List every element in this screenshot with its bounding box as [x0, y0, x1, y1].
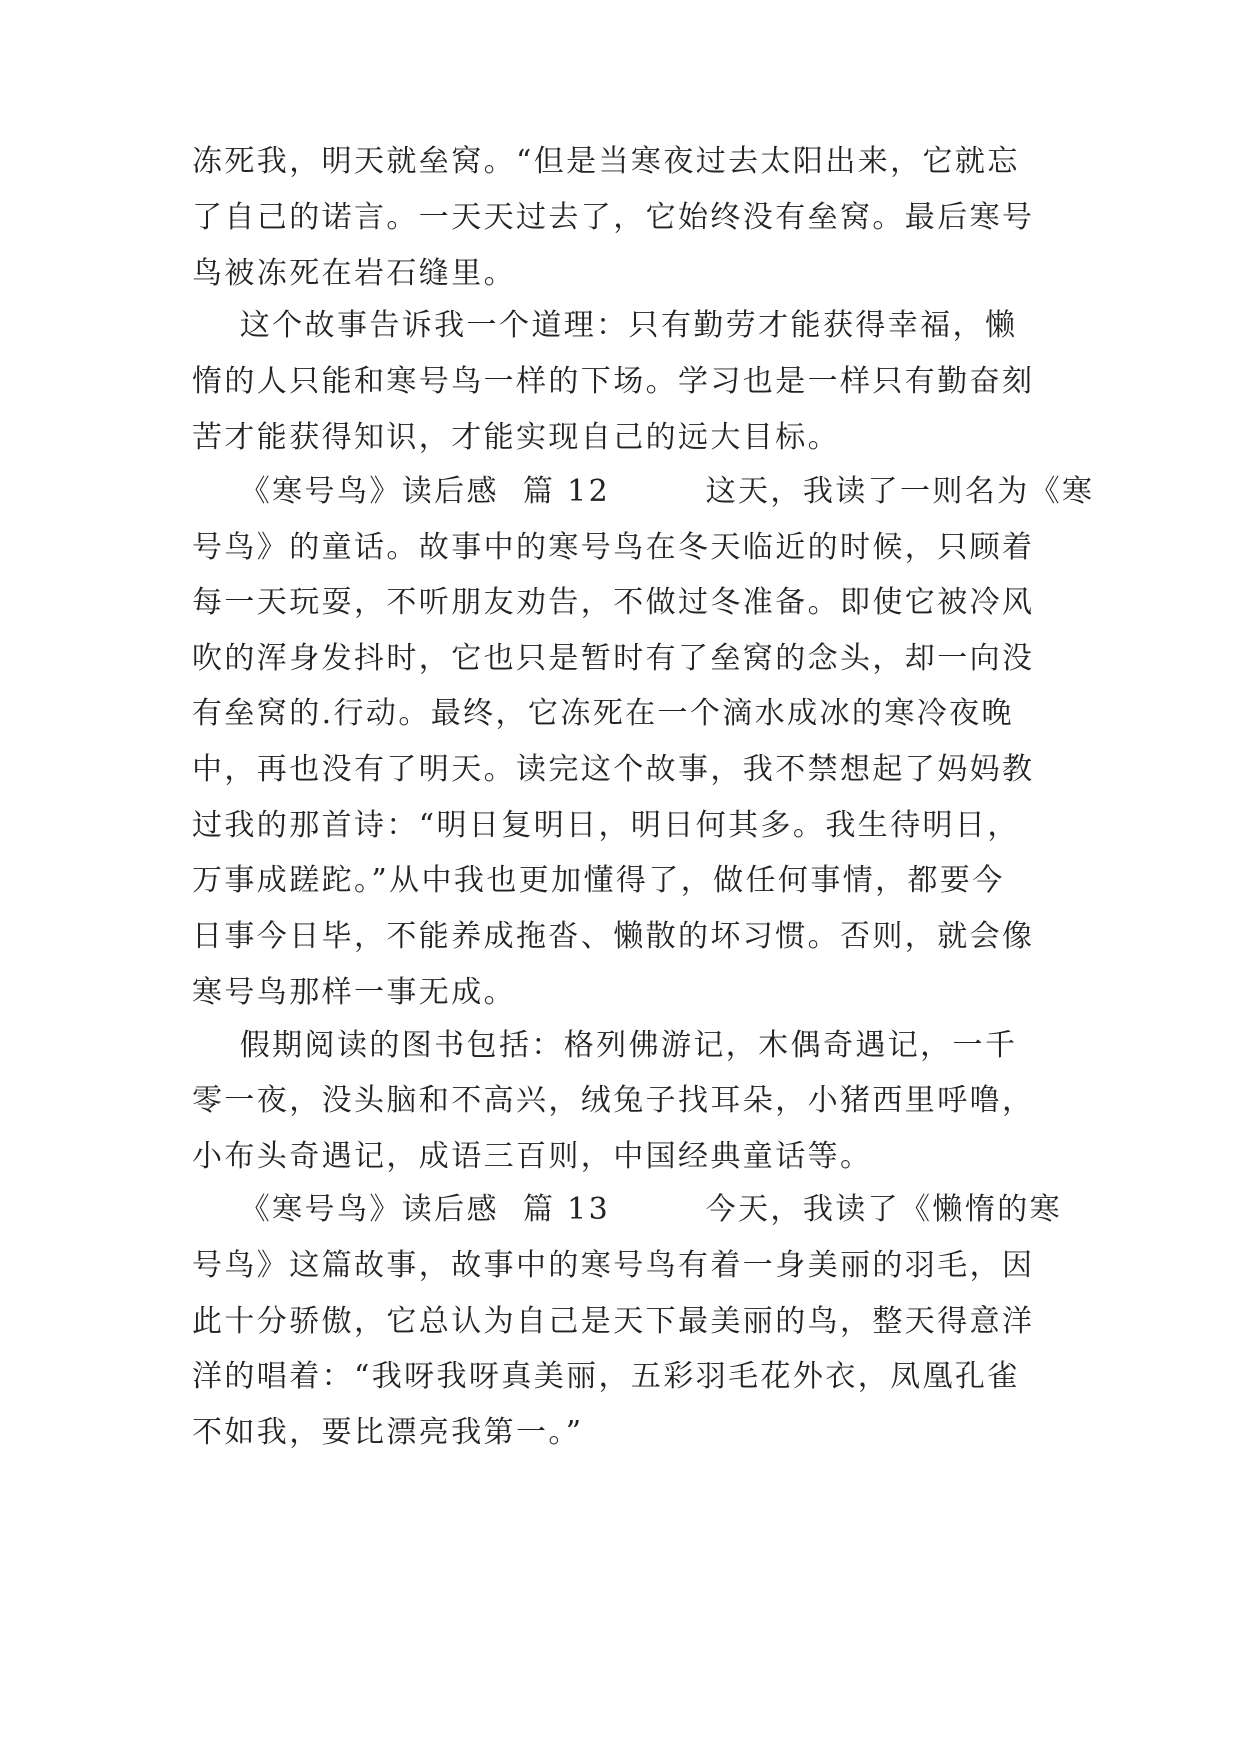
text-line: 了自己的诺言。一天天过去了，它始终没有垒窝。最后寒号	[192, 200, 1035, 235]
text-line: 日事今日毕，不能养成拖沓、懒散的坏习惯。否则，就会像	[192, 919, 1035, 954]
text-line: 小布头奇遇记，成语三百则，中国经典童话等。	[192, 1139, 873, 1174]
text-line: 号鸟》的童话。故事中的寒号鸟在冬天临近的时候，只顾着	[192, 530, 1035, 565]
text-line: 有垒窝的.行动。最终，它冻死在一个滴水成冰的寒冷夜晚	[192, 696, 1014, 731]
text-line: 苦才能获得知识，才能实现自己的远大目标。	[192, 420, 840, 455]
text-line: 冻死我，明天就垒窝。“但是当寒夜过去太阳出来，它就忘	[192, 144, 1020, 179]
text-line: 不如我，要比漂亮我第一。”	[192, 1415, 584, 1450]
text-line: 这个故事告诉我一个道理：只有勤劳才能获得幸福，懒	[192, 308, 1018, 343]
text-line: 寒号鸟那样一事无成。	[192, 975, 516, 1010]
text-line: 中，再也没有了明天。读完这个故事，我不禁想起了妈妈教	[192, 752, 1035, 787]
text-line: 假期阅读的图书包括：格列佛游记，木偶奇遇记，一千	[192, 1028, 1018, 1063]
section-heading-line: 《寒号鸟》读后感 篇 12 这天，我读了一则名为《寒	[192, 474, 1095, 509]
text-line: 惰的人只能和寒号鸟一样的下场。学习也是一样只有勤奋刻	[192, 364, 1035, 399]
section-heading-line: 《寒号鸟》读后感 篇 13 今天，我读了《懒惰的寒	[192, 1192, 1063, 1227]
text-line: 号鸟》这篇故事，故事中的寒号鸟有着一身美丽的羽毛，因	[192, 1248, 1035, 1283]
text-line: 鸟被冻死在岩石缝里。	[192, 256, 516, 291]
text-line: 洋的唱着：“我呀我呀真美丽，五彩羽毛花外衣，凤凰孔雀	[192, 1359, 1020, 1394]
text-line: 零一夜，没头脑和不高兴，绒兔子找耳朵，小猪西里呼噜，	[192, 1083, 1035, 1118]
text-line: 每一天玩耍，不听朋友劝告，不做过冬准备。即使它被冷风	[192, 585, 1035, 620]
text-line: 此十分骄傲，它总认为自己是天下最美丽的鸟，整天得意洋	[192, 1304, 1035, 1339]
text-line: 万事成蹉跎。”从中我也更加懂得了，做任何事情，都要今	[192, 863, 1005, 898]
text-line: 吹的浑身发抖时，它也只是暂时有了垒窝的念头，却一向没	[192, 641, 1035, 676]
text-line: 过我的那首诗：“明日复明日，明日何其多。我生待明日，	[192, 808, 1020, 843]
